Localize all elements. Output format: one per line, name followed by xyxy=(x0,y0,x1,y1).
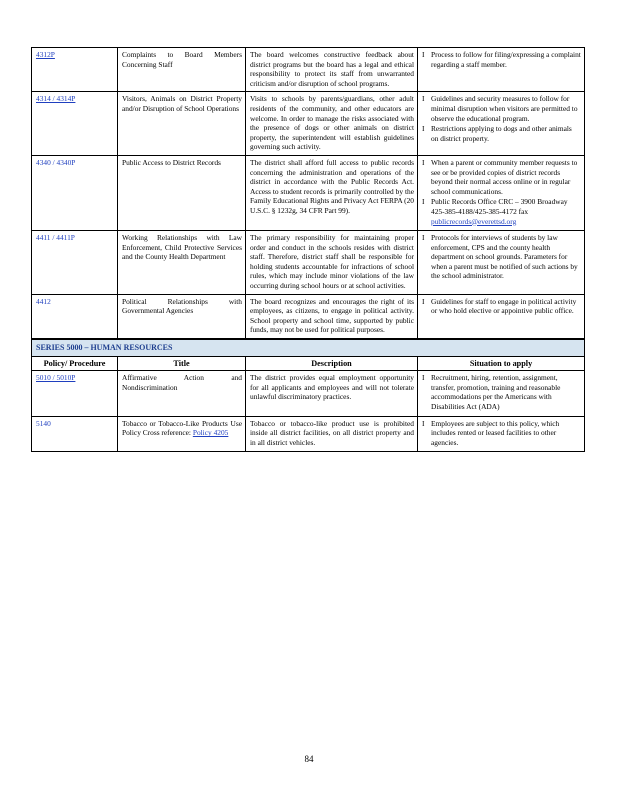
page-number: 84 xyxy=(304,754,314,764)
policy-situation xyxy=(418,371,585,416)
policy-code: 4412 xyxy=(32,294,118,339)
policy-code[interactable]: 4314 / 4314P xyxy=(32,92,118,156)
list-item: I Guidelines for staff to engage in political activity or who hold elective or appointive public office. xyxy=(422,297,581,316)
list-item: I Guidelines and security measures to follow for minimal disruption when visitors are permitted to observe the educational program. xyxy=(422,94,581,123)
policy-description: The district shall afford full access to public records concerning the administration and operations of the district in accordance with the Public Records Act. Access to student records is primarily controlled by the Family Educational Rights and Privacy Act FERPA (20 U.S.C. § 1232g, 34 CFR Part 99). xyxy=(246,155,418,230)
policy-code[interactable]: 4312P xyxy=(32,48,118,92)
column-header-policy: Policy/ Procedure xyxy=(32,356,118,371)
list-item: I Employees are subject to this policy, which includes rented or leased facilities to other agencies. xyxy=(422,419,581,448)
records-office-text: Public Records Office CRC – 3900 Broadway 425-385-4188/425-385-4172 fax xyxy=(431,197,568,216)
policy-title: Political Relationships with Governmental Agencies xyxy=(118,294,246,339)
policy-code: 4340 / 4340P xyxy=(32,155,118,230)
column-header-situation: Situation to apply xyxy=(418,356,585,371)
policy-code[interactable]: 5010 / 5010P xyxy=(32,371,118,416)
series-header-row xyxy=(32,339,585,356)
series-title: SERIES 5000 – HUMAN RESOURCES xyxy=(32,339,585,356)
policy-title: Complaints to Board Members Concerning Staff xyxy=(118,48,246,92)
policy-description: The board recognizes and encourages the right of its employees, as citizens, to engage in political activity. School property and school time, supported by public funds, may not be used for political purposes. xyxy=(246,294,418,339)
document-page xyxy=(31,47,584,452)
policy-code: 5140 xyxy=(32,416,118,452)
list-item: I Protocols for interviews of students by law enforcement, CPS and the county health department on school grounds. Parameters for when a parent must be notified of such actions by the school administrator. xyxy=(422,233,581,281)
policy-title: Visitors, Animals on District Property and/or Disruption of School Operations xyxy=(118,92,246,156)
table-row xyxy=(32,371,585,416)
policy-description: Tobacco or tobacco-like product use is prohibited inside all district facilities, on all district property and in all district vehicles. xyxy=(246,416,418,452)
policy-situation xyxy=(418,416,585,452)
policy-situation xyxy=(418,294,585,339)
policy-situation xyxy=(418,155,585,230)
column-header-description: Description xyxy=(246,356,418,371)
column-header-title: Title xyxy=(118,356,246,371)
policy-description: The board welcomes constructive feedback about district programs but the board has a legal and ethical responsibility to protect its staff from unwarranted criticism and/or disruption of school programs. xyxy=(246,48,418,92)
column-header-row xyxy=(32,356,585,371)
list-item xyxy=(422,197,581,226)
list-item: I Recruitment, hiring, retention, assignment, transfer, promotion, training and reasonable accommodations per the Americans with Disabilities Act (ADA) xyxy=(422,373,581,411)
policy-situation xyxy=(418,92,585,156)
table-row xyxy=(32,231,585,295)
policy-title xyxy=(118,416,246,452)
policy-description: The district provides equal employment opportunity for all applicants and employees and will not tolerate unlawful discriminatory practices. xyxy=(246,371,418,416)
list-item: I Process to follow for filing/expressing a complaint regarding a staff member. xyxy=(422,50,581,69)
records-email-link[interactable]: publicrecords@everettsd.org xyxy=(431,216,517,226)
policy-situation xyxy=(418,48,585,92)
policy-title: Public Access to District Records xyxy=(118,155,246,230)
policy-title: Working Relationships with Law Enforcement, Child Protective Services and the County Health Department xyxy=(118,231,246,295)
policy-description: The primary responsibility for maintaining proper order and conduct in the schools resides with district staff. Therefore, district staff shall be responsible for holding students accountable for infractions of school rules, which may include minor violations of the law occurring during school hours or at school activities. xyxy=(246,231,418,295)
table-row xyxy=(32,294,585,339)
list-item: I Restrictions applying to dogs and other animals on district property. xyxy=(422,124,581,143)
list-item: I When a parent or community member requests to see or be provided copies of district records beyond their normal access online or in regular school communications. xyxy=(422,158,581,196)
policy-description: Visits to schools by parents/guardians, other adult residents of the community, and other educators are welcome. In order to manage the risks associated with the presence of dogs or other animals on district property, the superintendent will establish guidelines governing such activity. xyxy=(246,92,418,156)
table-row xyxy=(32,416,585,452)
policy-code: 4411 / 4411P xyxy=(32,231,118,295)
cross-reference-link[interactable]: Policy 4205 xyxy=(192,428,229,438)
policy-title-text: Tobacco or Tobacco-Like Products Use Policy Cross reference: xyxy=(122,418,242,438)
table-row xyxy=(32,155,585,230)
policy-situation xyxy=(418,231,585,295)
table-row xyxy=(32,92,585,156)
policy-title: Affirmative Action and Nondiscrimination xyxy=(118,371,246,416)
table-row xyxy=(32,48,585,92)
policy-table xyxy=(31,47,585,452)
